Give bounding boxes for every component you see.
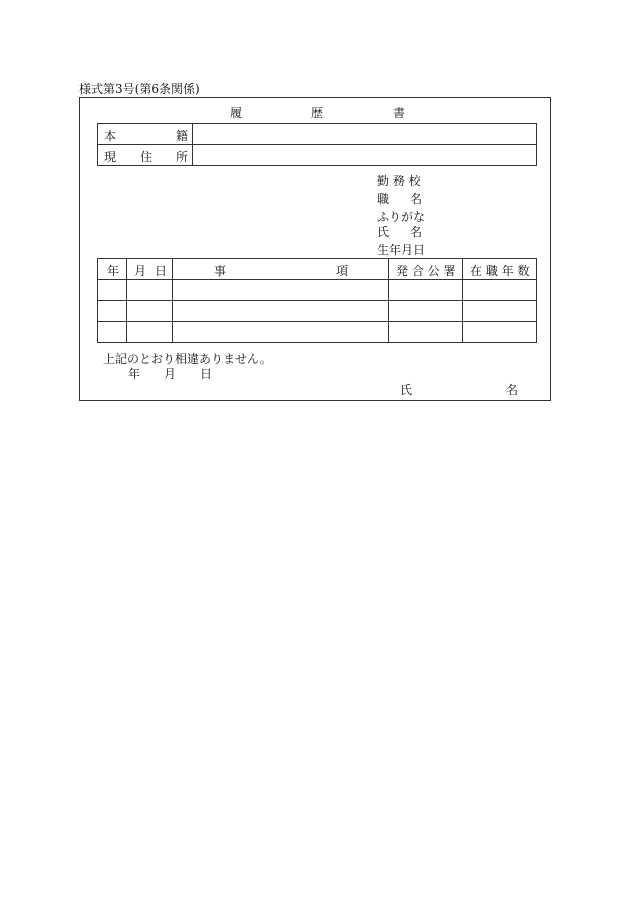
history-cell[interactable] bbox=[173, 280, 389, 301]
furigana-label: ふりがな bbox=[377, 210, 426, 224]
signature-line bbox=[80, 381, 550, 397]
year-header: 年 bbox=[98, 259, 127, 280]
history-cell[interactable] bbox=[389, 280, 463, 301]
position-label: 職 名 bbox=[377, 192, 423, 206]
school-label: 勤 務 校 bbox=[377, 174, 421, 188]
current-address-field[interactable] bbox=[193, 145, 537, 166]
day-char: 日 bbox=[200, 367, 213, 381]
history-cell[interactable] bbox=[173, 301, 389, 322]
table-row bbox=[98, 322, 537, 343]
registered-domicile-label: 本 籍 bbox=[98, 124, 193, 145]
history-cell[interactable] bbox=[463, 322, 537, 343]
signature-name-char: 名 bbox=[506, 383, 519, 397]
issuer-header: 発 合 公 署 bbox=[389, 259, 463, 280]
date-line bbox=[80, 365, 550, 381]
month-day-header: 月 日 bbox=[127, 259, 173, 280]
history-cell[interactable] bbox=[98, 301, 127, 322]
history-cell[interactable] bbox=[173, 322, 389, 343]
history-cell[interactable] bbox=[389, 301, 463, 322]
history-cell[interactable] bbox=[127, 280, 173, 301]
history-cell[interactable] bbox=[463, 280, 537, 301]
month-char: 月 bbox=[164, 367, 177, 381]
table-row bbox=[98, 280, 537, 301]
title-char: 履 bbox=[230, 106, 243, 120]
history-cell[interactable] bbox=[98, 280, 127, 301]
origin-table bbox=[97, 123, 537, 166]
signature-name-char: 氏 bbox=[400, 383, 413, 397]
resume-form bbox=[79, 97, 551, 401]
title-char: 書 bbox=[393, 106, 406, 120]
current-address-label: 現 住 所 bbox=[98, 145, 193, 166]
table-row bbox=[98, 301, 537, 322]
history-table bbox=[97, 258, 537, 343]
declaration-statement: 上記のとおり相違ありません。 bbox=[103, 352, 272, 366]
history-cell[interactable] bbox=[463, 301, 537, 322]
document-title bbox=[80, 104, 550, 120]
form-number-label: 様式第3号(第6条関係) bbox=[79, 82, 200, 96]
history-cell[interactable] bbox=[127, 301, 173, 322]
name-label: 氏 名 bbox=[377, 225, 423, 239]
table-row bbox=[98, 145, 537, 166]
table-header-row bbox=[98, 259, 537, 280]
history-cell[interactable] bbox=[389, 322, 463, 343]
registered-domicile-field[interactable] bbox=[193, 124, 537, 145]
history-cell[interactable] bbox=[127, 322, 173, 343]
history-cell[interactable] bbox=[98, 322, 127, 343]
table-row bbox=[98, 124, 537, 145]
matter-header: 事 項 bbox=[173, 259, 389, 280]
tenure-header: 在 職 年 数 bbox=[463, 259, 537, 280]
year-char: 年 bbox=[128, 367, 141, 381]
title-char: 歴 bbox=[311, 106, 324, 120]
birthdate-label: 生年月日 bbox=[377, 243, 426, 257]
